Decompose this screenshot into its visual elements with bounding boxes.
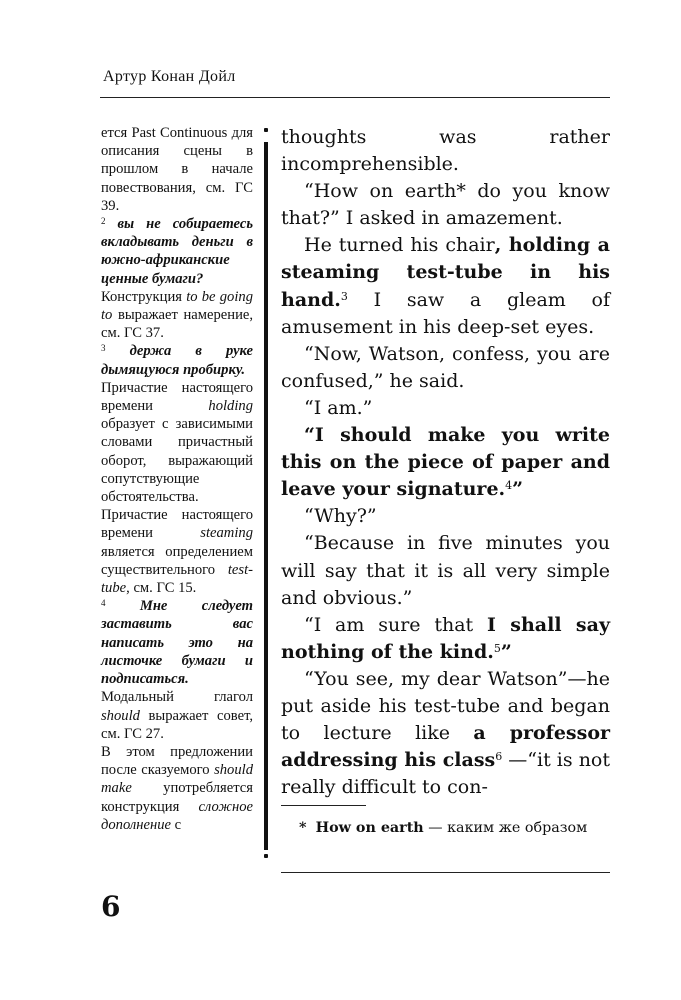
note-3-comment-2: Причастие настоящего времени steaming является определением существительного test-tube, см. ГС 15. xyxy=(101,507,253,597)
paragraph: “Because in five minutes you will say that it is all very simple and obvious.” xyxy=(281,532,610,609)
note-4-marker: 4 xyxy=(101,598,106,609)
footnote-rule xyxy=(281,805,366,806)
page-number: 6 xyxy=(101,890,121,923)
paragraph: “How on earth* do you know that?” I asked in amazement. xyxy=(281,180,610,230)
paragraph: “I am.” xyxy=(304,396,373,419)
footnote-marker: * xyxy=(299,820,307,836)
footnote xyxy=(281,816,610,840)
column-divider xyxy=(263,128,269,864)
paragraph: “You see, my dear Watson”—he put aside his test-tube and began to lecture like a professor addressing his class$^6$ —“it is not really difficult to con- xyxy=(281,667,611,799)
story-text xyxy=(281,124,610,801)
note-2-marker: 2 xyxy=(101,216,106,227)
note-3-comment: Причастие настоящего времени holding образует с зависимыми словами причастный оборот, выражающий сопутствующие обстоятельства. xyxy=(101,379,253,506)
commentary-column xyxy=(101,124,253,834)
footnote-term: How on earth xyxy=(315,820,424,836)
running-header: Артур Конан Дойл xyxy=(103,68,236,85)
footnote-translation: — каким же образом xyxy=(423,820,588,836)
note-4-comment: Модальный глагол should выражает совет, см. ГС 27. xyxy=(101,689,253,742)
note-continuation: ется Past Continuous для описания сцены в прошлом в начале повествования, см. ГС 39. xyxy=(101,125,253,214)
note-4 xyxy=(101,597,253,688)
paragraph: He turned his chair, holding a steaming test-tube in his hand.$^3$ I saw a gleam of amusement in his deep-set eyes. xyxy=(281,234,610,338)
note-3-marker: 3 xyxy=(101,343,106,354)
paragraph: “Why?” xyxy=(304,505,377,528)
note-2 xyxy=(101,215,253,288)
paragraph: “I am sure that I shall say nothing of the kind.$^5$” xyxy=(281,613,610,663)
note-4-phrase: Мне следует заставить вас написать это на листочке бумаги и подписаться. xyxy=(101,598,253,688)
paragraph: thoughts was rather incomprehensible. xyxy=(281,126,610,176)
bottom-rule xyxy=(281,872,610,873)
paragraph: “Now, Watson, confess, you are confused,” he said. xyxy=(281,342,610,392)
header-rule xyxy=(100,97,610,98)
note-2-phrase: вы не собираетесь вкладывать деньги в южно-африканские ценные бумаги? xyxy=(101,216,253,287)
note-2-comment: Конструкция to be going to выражает намерение, см. ГС 37. xyxy=(101,288,253,342)
paragraph: “I should make you write this on the piece of paper and leave your signature.$^4$” xyxy=(281,424,610,501)
note-3-phrase: держа в руке дымящуюся пробирку. xyxy=(101,343,253,378)
note-3 xyxy=(101,342,253,378)
note-4-comment-2: В этом предложении после сказуемого should make употребляется конструкция сложное дополнение с xyxy=(101,743,253,833)
